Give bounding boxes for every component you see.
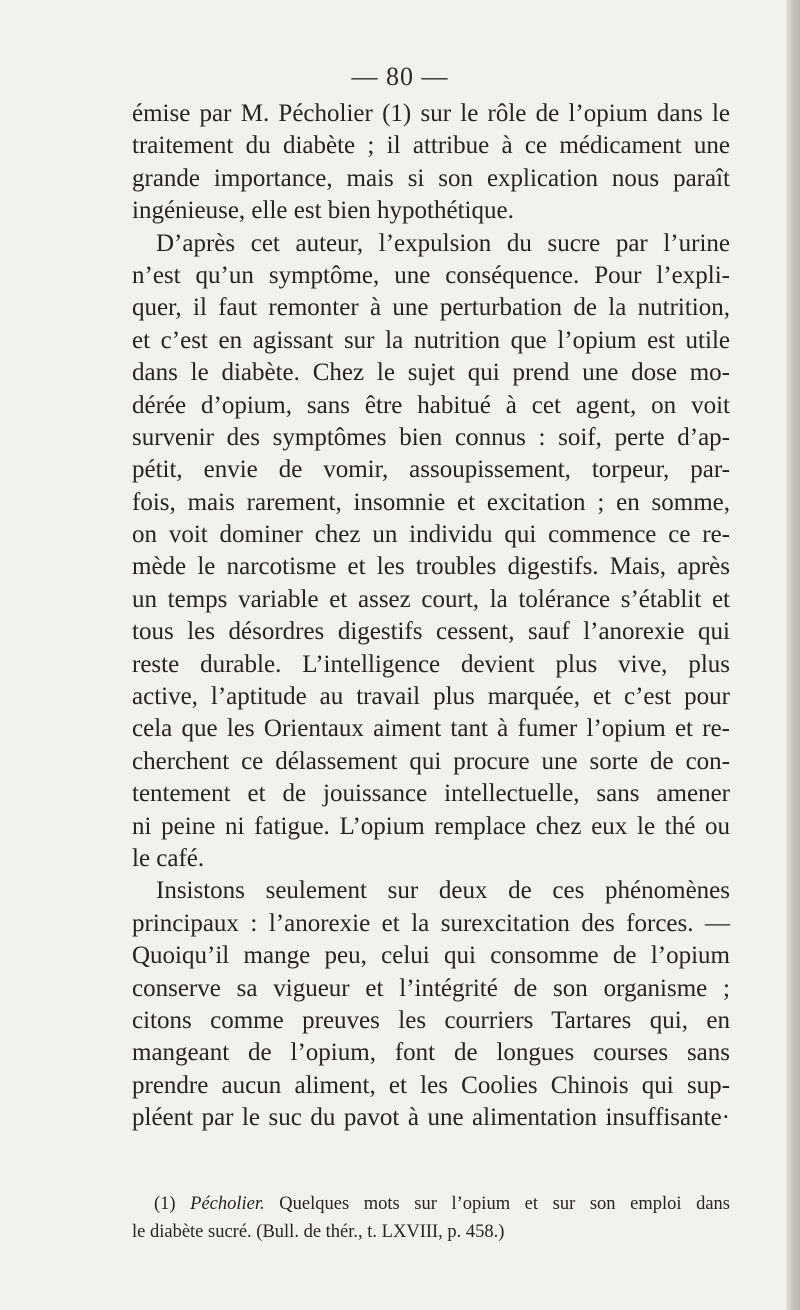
footnote-line-2: le diabète sucré. (Bull. de thér., t. LXVIII, p. 458.) (132, 1222, 505, 1242)
body-line: Insistons seulement sur deux de ces phénomènes (156, 877, 730, 905)
body-line: tous les désordres digestifs cessent, sauf l’anorexie qui (132, 618, 730, 646)
body-line: active, l’aptitude au travail plus marquée, et c’est pour (132, 683, 730, 711)
body-line: émise par M. Pécholier (1) sur le rôle de l’opium dans le (132, 100, 730, 127)
body-line: Quoiqu’il mange peu, celui qui consomme de l’opium (132, 942, 730, 970)
body-line: mangeant de l’opium, font de longues courses sans (132, 1039, 730, 1067)
body-line: D’après cet auteur, l’expulsion du sucre par l’urine (156, 229, 730, 257)
body-line: traitement du diabète ; il attribue à ce médicament une (132, 132, 730, 160)
body-line: ingénieuse, elle est bien hypothétique. (132, 197, 514, 225)
body-text (132, 98, 730, 1135)
body-line: n’est qu’un symptôme, une conséquence. Pour l’expli- (132, 261, 730, 289)
body-line: dans le diabète. Chez le sujet qui prend une dose mo- (132, 359, 730, 387)
page-number: — 80 — (351, 62, 449, 91)
body-line: survenir des symptômes bien connus : soif, perte d’ap- (132, 423, 730, 451)
body-line: reste durable. L’intelligence devient plus vive, plus (132, 650, 730, 678)
footnote-marker: (1) (154, 1194, 176, 1214)
body-line: mède le narcotisme et les troubles digestifs. Mais, après (132, 553, 730, 581)
body-line: cherchent ce délassement qui procure une sorte de con- (132, 747, 730, 775)
body-line: citons comme preuves les courriers Tartares qui, en (132, 1006, 730, 1034)
body-line: dérée d’opium, sans être habitué à cet agent, on voit (132, 391, 730, 419)
body-line: principaux : l’anorexie et la surexcitation des forces. — (132, 909, 730, 937)
footnote-text-1: Quelques mots sur l’opium et sur son emploi dans (279, 1194, 730, 1214)
body-line: et c’est en agissant sur la nutrition que l’opium est utile (132, 326, 730, 354)
page-edge-shadow (786, 0, 800, 1310)
footnote-line-1 (132, 1190, 730, 1218)
body-line: on voit dominer chez un individu qui commence ce re- (132, 521, 730, 549)
body-line: prendre aucun aliment, et les Coolies Chinois qui sup- (132, 1071, 730, 1099)
body-line: le café. (132, 844, 205, 872)
body-line: ni peine ni fatigue. L’opium remplace chez eux le thé ou (132, 812, 730, 840)
body-line: conserve sa vigueur et l’intégrité de son organisme ; (132, 974, 730, 1002)
body-line: pétit, envie de vomir, assoupissement, torpeur, par- (132, 456, 730, 484)
body-line: fois, mais rarement, insomnie et excitation ; en somme, (132, 488, 730, 516)
body-line: pléent par le suc du pavot à une alimentation insuffisante· (132, 1104, 730, 1132)
body-line: cela que les Orientaux aiment tant à fumer l’opium et re- (132, 715, 730, 743)
body-line: quer, il faut remonter à une perturbation de la nutrition, (132, 294, 730, 322)
footnote-author: Pécholier. (190, 1194, 265, 1214)
footnote (132, 1190, 730, 1246)
body-line: un temps variable et assez court, la tolérance s’établit et (132, 585, 730, 613)
body-line: tentement et de jouissance intellectuelle, sans amener (132, 780, 730, 808)
body-line: grande importance, mais si son explication nous paraît (132, 164, 730, 192)
